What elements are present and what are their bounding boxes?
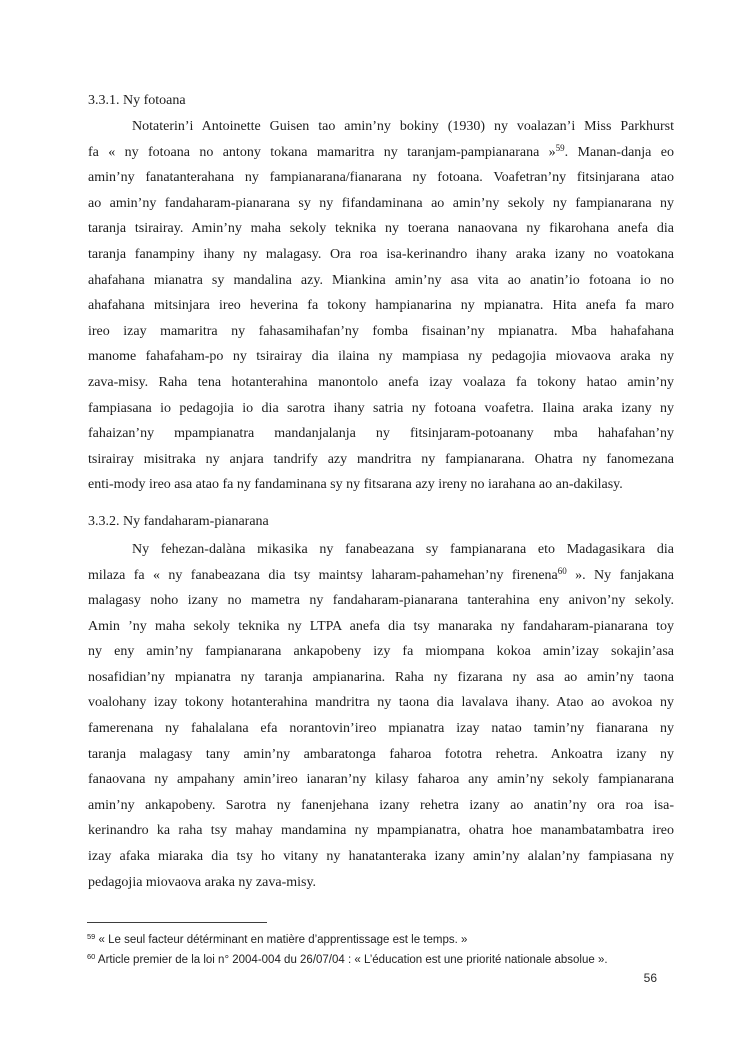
text-line: amin’ny fanatanterahana ny fampianarana/fianarana ny fotoana. Voafetran’ny fitsinjarana atao xyxy=(88,170,674,186)
text-line: zava-misy. Raha tena hotanterahina manontolo anefa izay voalaza fa tokony hatao amin’ny xyxy=(88,374,674,390)
text-line: Amin ’ny maha sekoly teknika ny LTPA anefa dia tsy manaraka ny fandaharam-pianarana toy xyxy=(88,618,674,634)
text-line: taranja tsirairay. Amin’ny maha sekoly teknika ny toerana nanaovana ny fikarohana anefa dia xyxy=(88,221,674,237)
text-line: milaza fa « ny fanabeazana dia tsy maintsy laharam-pahamehan’ny firenena$^{60}$ ». Ny fanjakana xyxy=(88,565,674,583)
footnote-list xyxy=(87,930,673,970)
page-number: 56 xyxy=(643,971,657,985)
text-line: ao amin’ny fandaharam-pianarana sy ny fifandaminana ao amin’ny sekoly ny fampianarana ny xyxy=(88,195,674,211)
text-line: ny eny amin’ny fampianarana ankapobeny izy fa miompana kokoa amin’izay sokajin’asa xyxy=(88,644,674,660)
section-heading-3-3-1: 3.3.1. Ny fotoana xyxy=(88,93,186,108)
text-line: taranja malagasy tany amin’ny ambaratonga faharoa fototra rehetra. Ankoatra izany ny xyxy=(88,746,674,762)
text-line: fanaovana ny ampahany amin’ireo ianaran’ny kilasy faharoa any amin’ny sekoly fampianarana xyxy=(88,772,674,788)
text-line: malagasy noho izany no mametra ny fandaharam-pianarana tanterahina eny anivon’ny sekoly. xyxy=(88,593,674,609)
text-line: ireo izay mamaritra ny fahasamihafan’ny fomba fisainan’ny mpianatra. Mba hahafahana xyxy=(88,323,674,339)
text-line: $^{59}$ « Le seul facteur détérminant en matière d’apprentissage est le temps. » xyxy=(87,932,468,946)
text-line: Notaterin’i Antoinette Guisen tao amin’ny bokiny (1930) ny voalazan’i Miss Parkhurst xyxy=(132,119,674,134)
section-heading-3-3-2: 3.3.2. Ny fandaharam-pianarana xyxy=(88,513,269,529)
footnote-block xyxy=(87,922,673,970)
footnote-separator xyxy=(87,922,267,923)
text-line: ahafahana mitsinjara ireo heverina fa tokony hampianarina ny mpianatra. Hita anefa fa maro xyxy=(88,298,674,314)
footnote-reference: 59 xyxy=(87,932,96,941)
text-line: $^{60}$ Article premier de la loi n° 2004-004 du 26/07/04 : « L’éducation est une priorité nationale absolue ». xyxy=(87,952,608,966)
text-line: fampiasana io pedagojia io dia sarotra ihany satria ny fotoana voafetra. Ilaina araka izany ny xyxy=(88,400,674,416)
paragraph-fotoana xyxy=(88,114,674,498)
footnote-reference: 60 xyxy=(557,565,567,576)
text-line: pedagojia miovaova araka ny zava-misy. xyxy=(88,874,317,890)
footnote-reference: 60 xyxy=(87,952,96,961)
text-line: izay afaka miaraka dia tsy ho vitany ny hanatanteraka izany amin’ny alalan’ny fampiasana ny xyxy=(88,849,674,865)
text-line: fa « ny fotoana no antony tokana mamaritra ny taranjam-pampianarana »$^{59}$. Manan-danja eo xyxy=(88,142,674,160)
text-line: voalohany izay tokony hotanterahina mandritra ny taona dia lavalava ihany. Atao ao avokoa ny xyxy=(88,695,674,711)
text-line: Ny fehezan-dalàna mikasika ny fanabeazana sy fampianarana eto Madagasikara dia xyxy=(132,541,674,557)
text-line: enti-mody ireo asa atao fa ny fandaminana sy ny fitsarana azy ireny no iarahana ao an-dakilasy. xyxy=(88,477,623,493)
text-line: fahaizan’ny mpampianatra mandanjalanja ny fitsinjaram-potoanany mba hahafahan’ny xyxy=(88,426,674,442)
paragraph-fandaharam-pianarana xyxy=(88,537,674,895)
text-line: famerenana ny fahalalana efa norantovin’ireo mpianatra izay natao tamin’ny fianarana ny xyxy=(88,721,674,737)
text-line: taranja fanampiny ihany ny malagasy. Ora roa isa-kerinandro ihany araka izany no voatokana xyxy=(88,246,674,262)
footnote-reference: 59 xyxy=(555,142,565,153)
text-line: kerinandro ka raha tsy mahay mandamina ny mpampianatra, ohatra hoe manambatambatra ireo xyxy=(88,823,674,839)
text-line: ahafahana mianatra sy mandalina azy. Miankina amin’ny asa vita ao anatin’io fotoana io no xyxy=(88,272,674,288)
text-line: tsirairay misitraka ny anjara tandrify azy mandritra ny fampianarana. Ohatra ny fanomezana xyxy=(88,451,674,467)
text-line: manome fahafaham-po ny tsirairay dia ilaina ny mampiasa ny pedagojia miovaova araka ny xyxy=(88,349,674,365)
page-content xyxy=(88,88,674,895)
text-line: nosafidian’ny mpianatra ny taranja ampianarina. Raha ny fizarana ny asa ao amin’ny taona xyxy=(88,669,674,685)
text-line: amin’ny ankapobeny. Sarotra ny fanenjehana izany rehetra izany ao anatin’ny ora roa isa- xyxy=(88,797,674,813)
